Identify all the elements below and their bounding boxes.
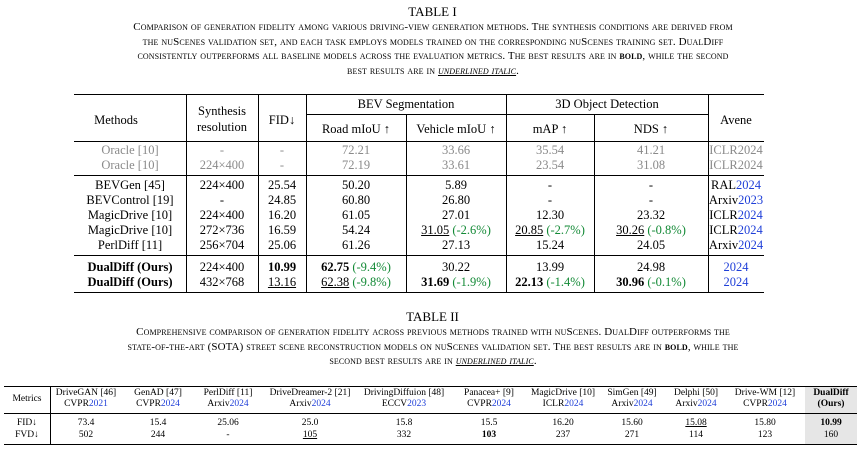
header-map: mAP ↑	[532, 122, 568, 136]
t2-fvd: 502	[78, 430, 94, 440]
t1-nds: 30.26 (-0.8%)	[616, 223, 686, 237]
t1-method: Oracle [10]	[101, 158, 159, 172]
t1-fid: 16.20	[267, 208, 297, 222]
header-venue: Avene	[720, 113, 752, 127]
t2-fvd: 160	[823, 430, 839, 440]
t1-road: 50.20	[341, 178, 371, 192]
t2-fvd: -	[226, 430, 230, 440]
t1-fid: 10.99	[267, 260, 297, 274]
t1-method: DualDiff (Ours)	[87, 260, 173, 274]
header-det: 3D Object Detection	[555, 97, 659, 111]
t1-vehicle: 26.80	[441, 193, 471, 207]
t2-col-name: Panacea+ [9]	[464, 388, 514, 398]
t2-col-name: DriveGAN [46]	[55, 388, 117, 398]
t1-vehicle: 27.01	[441, 208, 471, 222]
t2-fid: 10.99	[820, 418, 842, 428]
t2-col-name: Drive-WM [12]	[734, 388, 796, 398]
table1-label: TABLE I	[408, 4, 457, 19]
t2-col-venue: Arxiv2024	[207, 399, 249, 409]
t2-fvd: 103	[481, 430, 497, 440]
t2-col-venue: CVPR2021	[64, 399, 108, 409]
t1-method: MagicDrive [10]	[87, 223, 173, 237]
t1-nds: 31.08	[636, 158, 666, 172]
t1-vehicle: 31.05 (-2.6%)	[421, 223, 491, 237]
t2-col-venue: ICLR2024	[542, 399, 584, 409]
t1-vehicle: 33.66	[441, 143, 471, 157]
header-bev: BEV Segmentation	[357, 97, 455, 111]
t2-fvd: 332	[396, 430, 412, 440]
t2-fid: 15.80	[754, 418, 776, 428]
t1-vehicle: 31.69 (-1.9%)	[421, 275, 491, 289]
t1-method: PerlDiff [11]	[97, 238, 163, 252]
t2-fid: 73.4	[77, 418, 95, 428]
t1-fid: 13.16	[267, 275, 297, 289]
t1-venue: ICLR2024	[709, 208, 763, 222]
t1-map: 22.13 (-1.4%)	[515, 275, 585, 289]
t1-map: -	[547, 193, 553, 207]
t2-metrics-header: Metrics	[12, 394, 42, 404]
t2-fid: 15.08	[685, 418, 707, 428]
t1-res: 224×400	[199, 158, 245, 172]
t1-road: 60.80	[341, 193, 371, 207]
t2-col-venue: Arxiv2024	[611, 399, 653, 409]
t1-map: 15.24	[535, 238, 565, 252]
t1-map: -	[547, 178, 553, 192]
t2-col-name: MagicDrive [10]	[530, 388, 596, 398]
t2-col-venue: ECCV2023	[381, 399, 427, 409]
t1-venue: RAL2024	[711, 178, 761, 192]
t1-vehicle: 5.89	[445, 178, 467, 192]
t1-res: 224×400	[199, 260, 245, 274]
t1-venue: 2024	[723, 275, 749, 289]
t1-road: 54.24	[341, 223, 371, 237]
t2-fid: 15.8	[395, 418, 413, 428]
t1-nds: 41.21	[636, 143, 666, 157]
t1-res: -	[219, 193, 225, 207]
t1-fid: -	[279, 143, 285, 157]
t1-nds: 24.05	[636, 238, 666, 252]
t2-col-venue: CVPR2024	[467, 399, 511, 409]
t2-col-venue: Arxiv2024	[289, 399, 331, 409]
t1-venue: ICLR2024	[709, 143, 763, 157]
header-methods: Methods	[94, 113, 138, 127]
t1-nds: -	[648, 193, 654, 207]
t1-method: Oracle [10]	[101, 143, 159, 157]
t1-nds: -	[648, 178, 654, 192]
t2-fid: 16.20	[552, 418, 574, 428]
t1-res: 256×704	[199, 238, 245, 252]
t1-venue: Arxiv2024	[708, 238, 764, 252]
t1-vehicle: 30.22	[441, 260, 471, 274]
t1-map: 35.54	[535, 143, 565, 157]
t1-fid: 24.85	[267, 193, 297, 207]
t1-res: 224×400	[199, 178, 245, 192]
t1-res: 224×400	[199, 208, 245, 222]
t1-map: 12.30	[535, 208, 565, 222]
t1-nds: 23.32	[636, 208, 666, 222]
t2-fvd: 114	[689, 430, 703, 440]
t2-col-name: DrivingDiffuion [48]	[363, 388, 445, 398]
header-synthesis: Synthesis	[198, 104, 246, 118]
t2-fvd: 237	[555, 430, 571, 440]
t2-fvd: 105	[302, 430, 318, 440]
table2-caption: Comprehensive comparison of generation fidelity across previous methods trained with nuScenes. DualDiff outperforms the state-of-the-art (SOTA) street scene reconstruction models on nuScenes validation set. The best results are in bold, while the second best results are in underlined italic.	[127, 326, 739, 367]
t1-fid: -	[279, 158, 285, 172]
t1-res: 432×768	[199, 275, 245, 289]
table2-label: TABLE II	[406, 309, 459, 324]
t1-method: DualDiff (Ours)	[87, 275, 173, 289]
t2-col-name: DualDiff	[813, 388, 849, 398]
t2-fid: 25.06	[217, 418, 239, 428]
t1-res: -	[219, 143, 225, 157]
t1-nds: 24.98	[636, 260, 666, 274]
header-fid: FID↓	[268, 113, 296, 127]
t1-nds: 30.96 (-0.1%)	[616, 275, 686, 289]
t1-fid: 25.06	[267, 238, 297, 252]
t2-col-name: DriveDreamer-2 [21]	[269, 388, 351, 398]
t1-map: 23.54	[535, 158, 565, 172]
t1-map: 13.99	[535, 260, 565, 274]
header-vehicle: Vehicle mIoU ↑	[416, 122, 496, 136]
t2-col-venue: CVPR2024	[743, 399, 787, 409]
t1-method: MagicDrive [10]	[87, 208, 173, 222]
header-resolution: resolution	[197, 120, 247, 134]
t1-fid: 25.54	[267, 178, 297, 192]
t2-col-venue: (Ours)	[817, 399, 845, 409]
t1-road: 61.26	[341, 238, 371, 252]
t2-col-name: SimGen [49]	[607, 388, 657, 398]
t2-row-label: FVD↓	[15, 430, 39, 440]
t2-row-label: FID↓	[16, 418, 38, 428]
t1-venue: ICLR2024	[709, 158, 763, 172]
t1-vehicle: 27.13	[441, 238, 471, 252]
header-nds: NDS ↑	[633, 122, 669, 136]
t1-venue: ICLR2024	[709, 223, 763, 237]
t1-road: 62.75 (-9.4%)	[321, 260, 391, 274]
t2-fvd: 244	[150, 430, 166, 440]
t1-res: 272×736	[199, 223, 245, 237]
t2-fid: 15.4	[149, 418, 167, 428]
table1-caption: Comparison of generation fidelity among various driving-view generation methods. The synthesis conditions are derived from the nuScenes validation set, and each task employs models trained on the corresponding nuScenes training set. DualDiff consistently outperforms all baseline models across the evaluation metrics. The best results are in bold, while the second best results are in underlined italic.	[133, 21, 733, 77]
t1-map: 20.85 (-2.7%)	[515, 223, 585, 237]
t1-method: BEVControl [19]	[86, 193, 174, 207]
t2-col-venue: Arxiv2024	[675, 399, 717, 409]
t1-fid: 16.59	[267, 223, 297, 237]
header-road: Road mIoU ↑	[321, 122, 391, 136]
t1-method: BEVGen [45]	[95, 178, 165, 192]
t1-venue: Arxiv2023	[708, 193, 764, 207]
t1-road: 72.19	[341, 158, 371, 172]
t1-road: 62.38 (-9.8%)	[321, 275, 391, 289]
t1-venue: 2024	[723, 260, 749, 274]
t2-fid: 15.5	[480, 418, 498, 428]
t2-fid: 25.0	[301, 418, 319, 428]
t2-fid: 15.60	[621, 418, 643, 428]
t2-col-venue: CVPR2024	[136, 399, 180, 409]
t2-col-name: GenAD [47]	[134, 388, 182, 398]
t1-vehicle: 33.61	[441, 158, 471, 172]
t2-col-name: PerlDiff [11]	[203, 388, 253, 398]
t1-road: 72.21	[341, 143, 371, 157]
t2-fvd: 271	[624, 430, 640, 440]
t2-col-name: Delphi [50]	[673, 388, 719, 398]
t1-road: 61.05	[341, 208, 371, 222]
t2-fvd: 123	[757, 430, 773, 440]
